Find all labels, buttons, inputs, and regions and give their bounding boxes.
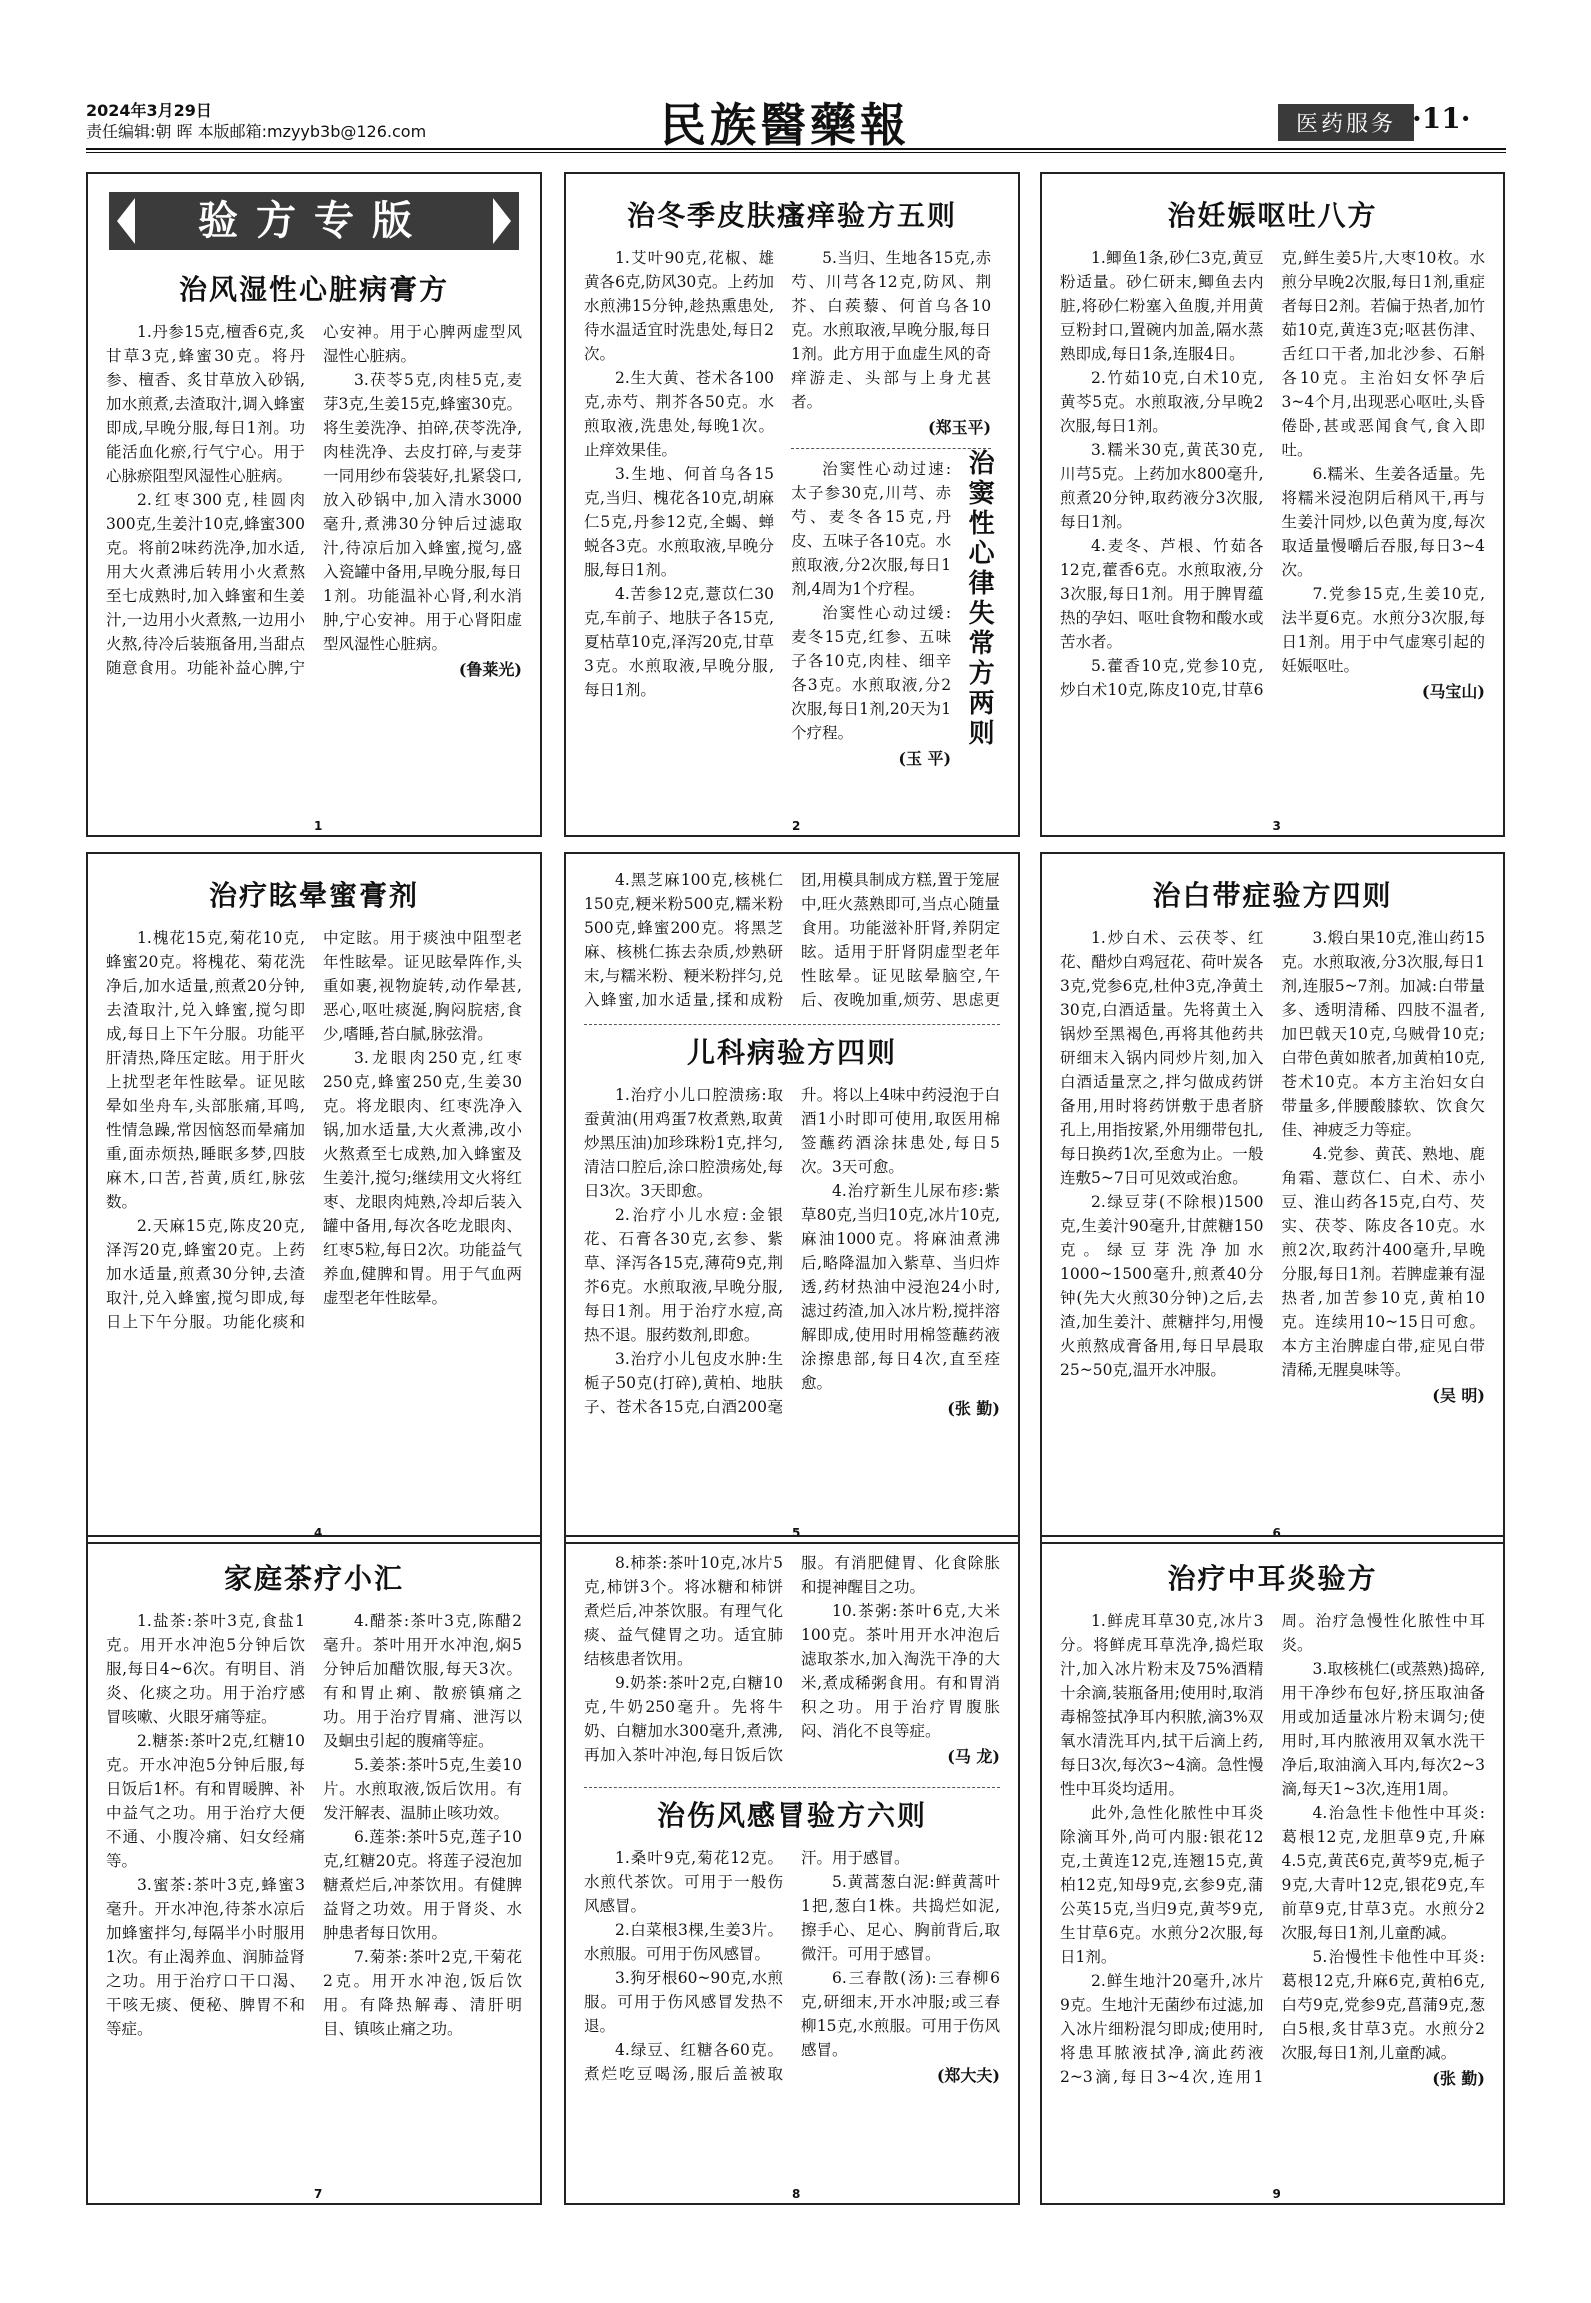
paragraph: 1.艾叶90克,花椒、雄黄各6克,防风30克。上药加水煎沸15分钟,趁热熏患处,待水温适宜时洗患处,每日2次。	[584, 249, 774, 363]
paragraph: 2.白菜根3棵,生姜3片。水煎服。可用于伤风感冒。	[584, 1921, 783, 1963]
paragraph: 1.鲫鱼1条,砂仁3克,黄豆粉适量。砂仁研末,鲫鱼去内脏,将砂仁粉塞入鱼腹,并用黄豆粉封口,置碗内加盖,隔水蒸熟即成,每日1条,连服4日。	[1060, 249, 1264, 363]
box-number: 4	[314, 1526, 323, 1540]
masthead: 民族醫藥報	[660, 98, 910, 152]
paragraph: 2.绿豆芽(不除根)1500克,生姜汁90毫升,甘蔗糖150克。绿豆芽洗净加水1000~1500毫升,煎煮40分钟(先大火煎30分钟)之后,去渣,加生姜汁、蔗糖拌匀,用慢火煎熬成膏备用,每日早晨取25~50克,温开水冲服。	[1060, 1193, 1264, 1379]
box-number: 2	[792, 819, 801, 833]
paragraph: 6.莲茶:茶叶5克,莲子10克,红糖20克。将莲子浸泡加糖煮烂后,冲茶饮用。有健脾益肾之功效。用于肾炎、水肿患者每日饮用。	[323, 1828, 522, 1942]
paragraph: 10.茶粥:茶叶6克,大米100克。茶叶用开水冲泡后滤取茶水,加入淘洗干净的大米,煮成稀粥食用。有和胃消积之功。用于治疗胃腹胀闷、消化不良等症。	[801, 1602, 1000, 1740]
paragraph: 2.竹茹10克,白术10克,黄芩5克。水煎取液,分早晚2次服,每日1剂。	[1060, 369, 1264, 435]
paragraph: 3.治疗小儿包皮水肿:生栀子50克(打碎),黄柏、地肤子、苍术各15克,白酒200毫升。将以上4味中药浸泡于白酒1小时即可使用,取医用棉签蘸药酒涂抹患处,每日5次。3天可愈。	[584, 1086, 1000, 1416]
article-title: 治冬季皮肤瘙痒验方五则	[626, 199, 957, 232]
header-rule-thin	[86, 152, 1506, 153]
section-tag: 医药服务	[1278, 104, 1414, 141]
article-title: 儿科病验方四则	[686, 1036, 897, 1069]
article-box-8	[564, 1535, 1020, 2205]
paragraph: 3.蜜茶:茶叶3克,蜂蜜3毫升。开水冲泡,待茶水凉后加蜂蜜拌匀,每隔半小时服用1次。有止渴养血、润肺益肾之功。用于治疗口干口渴、干咳无痰、便秘、脾胃不和等症。	[106, 1876, 305, 2038]
box-number: 7	[314, 2187, 323, 2201]
paragraph: 5.黄蒿葱白泥:鲜黄蒿叶1把,葱白1株。共捣烂如泥,擦手心、足心、胸前背后,取微汗。可用于感冒。	[801, 1873, 1000, 1963]
article-title: 治风湿性心脏病膏方	[178, 273, 449, 306]
author: (吴 明)	[1432, 1386, 1485, 1405]
box-number: 9	[1272, 2187, 1281, 2201]
box-number: 5	[792, 1526, 801, 1540]
author: (马 龙)	[947, 1747, 1000, 1766]
article-title: 治伤风感冒验方六则	[656, 1799, 927, 1832]
paragraph: 治窦性心动过速:太子参30克,川芎、赤芍、麦冬各15克,丹皮、五味子各10克。水煎取液,分2次服,每日1剂,4周为1个疗程。	[791, 460, 952, 598]
article-box-2	[564, 172, 1020, 837]
editor-line: 责任编辑:朝 晖 本版邮箱:mzyyb3b@126.com	[86, 122, 427, 141]
box-number: 1	[314, 819, 323, 833]
paragraph: 2.糖茶:茶叶2克,红糖10克。开水冲泡5分钟后服,每日饭后1杯。有和胃暖脾、补中益气之功。用于治疗大便不通、小腹冷痛、妇女经痛等。	[106, 1732, 305, 1870]
article-box-3	[1040, 172, 1505, 837]
article-body	[1060, 246, 1485, 704]
author: (郑大夫)	[936, 2066, 1000, 2085]
paragraph: 3.生地、何首乌各15克,当归、槐花各10克,胡麻仁5克,丹参12克,全蝎、蝉蜕各3克。水煎取液,早晚分服,每日1剂。	[584, 465, 774, 579]
paragraph: 3.取核桃仁(或蒸熟)捣碎,用干净纱布包好,挤压取油备用或加适量冰片粉末调匀;使用时,耳内脓液用双氧水洗干净后,取油滴入耳内,每次2~3滴,每天1~3次,连用1周。	[1281, 1660, 1485, 1798]
paragraph: 4.治疗新生儿尿布疹:紫草80克,当归10克,冰片10克,麻油1000克。将麻油煮沸后,略降温加入紫草、当归炸透,药材热油中浸泡24小时,滤过药渣,加入冰片粉,搅拌溶解即成,使用时用棉签蘸药液涂擦患部,每日4次,直至痊愈。	[801, 1182, 1000, 1392]
author: (郑玉平)	[927, 418, 992, 437]
sidebar-title: 治窦性心律失常方两则	[964, 449, 995, 749]
paragraph: 1.丹参15克,檀香6克,炙甘草3克,蜂蜜30克。将丹参、檀香、炙甘草放入砂锅,加水煎煮,去渣取汁,调入蜂蜜即成,早晚分服,每日1剂。功能活血化瘀,行气宁心。用于心脉瘀阻型风湿性心脏病。	[106, 323, 305, 485]
author	[1018, 942, 1020, 966]
paragraph: 3.茯苓5克,肉桂5克,麦芽3克,生姜15克,蜂蜜30克。将生姜洗净、拍碎,茯苓洗净,肉桂洗净、去皮打碎,与麦芽一同用纱布袋装好,扎紧袋口,放入砂锅中,加入清水3000毫升,煮沸30分钟后过滤取汁,待凉后加入蜂蜜,搅匀,盛入瓷罐中备用,早晚分服,每日1剂。功能温补心肾,利水消肿,宁心安神。用于心肾阳虚型风湿性心脏病。	[323, 371, 522, 653]
paragraph: 2.天麻15克,陈皮20克,泽泻20克,蜂蜜20克。上药加水适量,煎煮30分钟,去渣取汁,兑入蜂蜜,搅匀即成,每日上下午分服。功能化痰和中定眩。用于痰浊中阻型老年性眩晕。证见眩晕阵作,头重如裹,视物旋转,动作晕甚,恶心,呕吐痰涎,胸闷脘痞,食少,嗜睡,苔白腻,脉弦滑。	[106, 929, 522, 1331]
paragraph: 2.生大黄、苍术各100克,赤芍、荆芥各50克。水煎取液,洗患处,每晚1次。止痒效果佳。	[584, 369, 774, 459]
divider	[584, 1024, 1000, 1025]
column-banner: 验方专版	[109, 192, 519, 250]
article-body	[584, 1846, 1000, 2088]
article-body	[106, 1609, 522, 2041]
article-box-6	[1040, 852, 1505, 1544]
box-number: 3	[1272, 819, 1281, 833]
paragraph: 2.红枣300克,桂圆肉300克,生姜汁10克,蜂蜜300克。将前2味药洗净,加水适,用大火煮沸后转用小火煮熬至七成熟时,加入蜂蜜和生姜汁,一边用小火煮熬,一边用小火熬,待冷后装瓶备用,当甜点随意食用。功能补益心脾,宁心安神。用于心脾两虚型风湿性心脏病。	[106, 323, 522, 677]
author: (玉 平)	[898, 749, 952, 768]
article-box-1	[86, 172, 542, 837]
article-box-7	[86, 1535, 542, 2205]
header-rule	[86, 148, 1506, 150]
paragraph: 7.菊茶:茶叶2克,干菊花2克。用开水冲泡,饭后饮用。有降热解毒、清肝明目、镇咳止痛之功。	[323, 1948, 522, 2038]
paragraph: 1.桑叶9克,菊花12克。水煎代茶饮。可用于一般伤风感冒。	[584, 1849, 783, 1915]
paragraph: 4.黑芝麻100克,核桃仁150克,粳米粉500克,糯米粉500克,蜂蜜200克。将黑芝麻、核桃仁拣去杂质,炒熟研末,与糯米粉、粳米粉拌匀,兑入蜂蜜,加水适量,揉和成粉团,用模具制成方糕,置于笼屉中,旺火蒸熟即可,当点心随量食用。功能滋补肝肾,养阴定眩。适用于肝肾阴虚型老年性眩晕。证见眩晕脑空,午后、夜晚加重,烦劳、思虑更	[584, 871, 1000, 1009]
article-body-continued	[584, 868, 1000, 1018]
box-number: 6	[1272, 1526, 1281, 1540]
paragraph: 此外,急性化脓性中耳炎除滴耳外,尚可内服:银花12克,土黄连12克,连翘15克,黄柏12克,知母9克,玄参9克,蒲公英15克,当归9克,黄芩9克,生甘草6克。水煎分2次服,每日1剂。	[1060, 1804, 1264, 1966]
page-number: ·11·	[1412, 102, 1471, 135]
paragraph: 6.糯米、生姜各适量。先将糯米浸泡阴后稍风干,再与生姜汁同炒,以色黄为度,每次取适量慢嚼后吞服,每日3~4次。	[1281, 465, 1485, 579]
paragraph: 治窦性心动过缓:麦冬15克,红参、五味子各10克,肉桂、细辛各3克。水煎取液,分2次服,每日1剂,20天为1个疗程。	[791, 604, 952, 742]
paragraph: 1.槐花15克,菊花10克,蜂蜜20克。将槐花、菊花洗净后,加水适量,煎煮20分钟,去渣取汁,兑入蜂蜜,搅匀即成,每日上下午分服。功能平肝清热,降压定眩。用于肝火上扰型老年性眩晕。证见眩晕如坐舟车,头部胀痛,耳鸣,性情急躁,常因恼怒而晕痛加重,面赤烦热,睡眠多梦,四肢麻木,口苦,苔黄,质红,脉弦数。	[106, 929, 305, 1211]
article-body	[1060, 926, 1485, 1408]
paragraph: 5.当归、生地各15克,赤芍、川芎各12克,防风、荆芥、白蒺藜、何首乌各10克。水煎取液,早晚分服,每日1剂。此方用于血虚生风的奇痒游走、头部与上身尤甚者。	[791, 249, 992, 411]
paragraph: 1.盐茶:茶叶3克,食盐1克。用开水冲泡5分钟后饮服,每日4~6次。有明目、消炎、化痰之功。用于治疗感冒咳嗽、火眼牙痛等症。	[106, 1612, 305, 1726]
box-number: 8	[792, 2187, 801, 2201]
paragraph: 4.麦冬、芦根、竹茹各12克,藿香6克。水煎取液,分3次服,每日1剂。用于脾胃蕴热的孕妇、呕吐食物和酸水或苦水者。	[1060, 537, 1264, 651]
paragraph: 4.苦参12克,薏苡仁30克,车前子、地肤子各15克,夏枯草10克,泽泻20克,甘草3克。水煎取液,早晚分服,每日1剂。	[584, 585, 774, 699]
author: (张 勤)	[947, 1399, 1000, 1418]
paragraph: 5.姜茶:茶叶5克,生姜10片。水煎取液,饭后饮用。有发汗解表、温肺止咳功效。	[323, 1756, 522, 1822]
article-body-continued	[584, 1551, 1000, 1781]
paragraph: 3.糯米30克,黄芪30克,川芎5克。上药加水800毫升,煎煮20分钟,取药液分3次服,每日1剂。	[1060, 441, 1264, 531]
article-body	[106, 926, 522, 1334]
article-title: 治疗中耳炎验方	[1167, 1562, 1378, 1595]
author: (马宝山)	[1421, 682, 1485, 701]
article-title: 治疗眩晕蜜膏剂	[208, 879, 419, 912]
paragraph: 3.狗牙根60~90克,水煎服。可用于伤风感冒发热不退。	[584, 1969, 783, 2035]
sidebar-article	[791, 448, 995, 771]
paragraph: 6.三春散(汤):三春柳6克,研细末,开水冲服;或三春柳15克,水煎服。可用于伤风感冒。	[801, 1969, 1000, 2059]
paragraph: 4.治急性卡他性中耳炎:葛根12克,龙胆草9克,升麻4.5克,黄芪6克,黄芩9克,栀子9克,大青叶12克,银花9克,车前草9克,甘草3克。水煎分2次服,每日1剂,儿童酌减。	[1281, 1804, 1485, 1942]
paragraph: 1.炒白术、云茯苓、红花、醋炒白鸡冠花、荷叶炭各3克,党参6克,杜仲3克,净黄土30克,白酒适量。先将黄土入锅炒至黑褐色,再将其他药共研细末入锅内同炒片刻,加入白酒适量烹之,拌匀做成药饼备用,用时将药饼敷于患者脐孔上,用指按紧,外用绷带包扎,每日换药1次,至愈为止。一般连敷5~7日可见效或治愈。	[1060, 929, 1264, 1187]
paragraph: 9.奶茶:茶叶2克,白糖10克,牛奶250毫升。先将牛奶、白糖加水300毫升,煮沸,再加入茶叶冲泡,每日饭后饮服。有消肥健胃、化食除胀和提神醒目之功。	[584, 1554, 1000, 1764]
paragraph: 1.鲜虎耳草30克,冰片3分。将鲜虎耳草洗净,捣烂取汁,加入冰片粉末及75%酒精十余滴,装瓶备用;使用时,取消毒棉签拭净耳内积脓,滴3%双氧水清洗耳内,拭干后滴上药,每日3次,每次3~4滴。急性慢性中耳炎均适用。	[1060, 1612, 1264, 1798]
paragraph: 3.煅白果10克,淮山药15克。水煎取液,分3次服,每日1剂,连服5~7剂。加减:白带量多、透明清稀、四肢不温者,加巴戟天10克,乌贼骨10克;白带色黄如脓者,加黄柏10克,苍术10克。本方主治妇女白带量多,伴腰酸膝软、饮食欠佳、神疲乏力等症。	[1281, 929, 1485, 1139]
article-box-9	[1040, 1535, 1505, 2205]
paragraph: 4.党参、黄芪、熟地、鹿角霜、薏苡仁、白术、赤小豆、淮山药各15克,白芍、芡实、茯苓、陈皮各10克。水煎2次,取药汁400毫升,早晚分服,每日1剂。若脾虚兼有湿热者,加苦参10克,黄柏10克。连续用10~15日可愈。本方主治脾虚白带,症见白带清稀,无腥臭味等。	[1281, 1145, 1485, 1379]
article-body	[584, 246, 774, 702]
divider	[584, 1787, 1000, 1788]
paragraph: 4.绿豆、红糖各60克。煮烂吃豆喝汤,服后盖被取汗。用于感冒。	[584, 1849, 910, 2083]
paragraph: 7.党参15克,生姜10克,法半夏6克。水煎分3次服,每日1剂。用于中气虚寒引起的妊娠呕吐。	[1281, 585, 1485, 675]
article-box-4	[86, 852, 542, 1544]
paragraph: 4.醋茶:茶叶3克,陈醋2毫升。茶叶用开水冲泡,焖5分钟后加醋饮服,每天3次。有和胃止痢、散瘀镇痛之功。用于治疗胃痛、泄泻以及蛔虫引起的腹痛等症。	[323, 1612, 522, 1750]
paragraph: 2.治疗小儿水痘:金银花、石膏各30克,玄参、紫草、泽泻各15克,薄荷9克,荆芥6克。水煎取液,早晚分服,每日1剂。用于治疗水痘,高热不退。服药数剂,即愈。	[584, 1206, 783, 1344]
article-title: 治妊娠呕吐八方	[1167, 199, 1378, 232]
article-title: 家庭茶疗小汇	[223, 1562, 404, 1595]
article-box-5	[564, 852, 1020, 1544]
paragraph: 1.治疗小儿口腔溃疡:取蚕黄油(用鸡蛋7枚煮熟,取黄炒黑压油)加珍珠粉1克,拌匀,清洁口腔后,涂口腔溃疡处,每日3次。3天即愈。	[584, 1086, 783, 1200]
author: (张 勤)	[1432, 2069, 1485, 2088]
article-body-2	[791, 246, 995, 771]
header-info	[86, 100, 426, 142]
article-title: 治白带症验方四则	[1152, 879, 1393, 912]
paragraph: 5.治慢性卡他性中耳炎:葛根12克,升麻6克,黄柏6克,白芍9克,党参9克,菖蒲9克,葱白5根,炙甘草3克。水煎分2次服,每日1剂,儿童酌减。	[1281, 1948, 1485, 2062]
issue-date: 2024年3月29日	[86, 101, 212, 120]
article-body	[1060, 1609, 1485, 2091]
paragraph: 2.鲜生地汁20毫升,冰片9克。生地汁无菌纱布过滤,加入冰片细粉混匀即成;使用时,将患耳脓液拭净,滴此药液2~3滴,每日3~4次,连用1周。治疗急慢性化脓性中耳炎。	[1060, 1612, 1485, 2086]
paragraph: 8.柿茶:茶叶10克,冰片5克,柿饼3个。将冰糖和柿饼煮烂后,冲茶饮服。有理气化痰、益气健胃之功。适宜肺结核患者饮用。	[584, 1554, 783, 1668]
paragraph: 3.龙眼肉250克,红枣250克,蜂蜜250克,生姜30克。将龙眼肉、红枣洗净入锅,加水适量,大火煮沸,改小火熬煮至七成熟,加入蜂蜜及生姜汁,搅匀;继续用文火将红枣、龙眼肉炖熟,冷却后装入罐中备用,每次各吃龙眼肉、红枣5粒,每日2次。功能益气养血,健脾和胃。用于气血两虚型老年性眩晕。	[323, 1049, 522, 1307]
article-body	[584, 1083, 1000, 1421]
paragraph: 5.藿香10克,党参10克,炒白术10克,陈皮10克,甘草6克,鲜生姜5片,大枣10枚。水煎分早晚2次服,每日1剂,重症者每日2剂。若偏于热者,加竹茹10克,黄连3克;呕甚伤津、舌红口干者,加北沙参、石斛各10克。主治妇女怀孕后3~4个月,出现恶心呕吐,头昏倦卧,甚或恶闻食气,食入即吐。	[1060, 249, 1485, 699]
article-body	[106, 320, 522, 682]
author: (鲁莱光)	[458, 660, 522, 679]
